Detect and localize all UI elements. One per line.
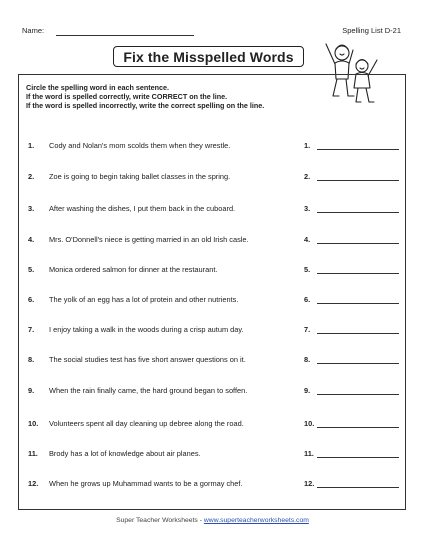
instructions — [26, 84, 264, 110]
answer-line[interactable] — [317, 457, 399, 458]
sentence-item — [18, 325, 406, 339]
item-number: 10. — [28, 419, 39, 428]
sentence-text[interactable]: The yolk of an egg has a lot of protein and other nutrients. — [49, 295, 239, 304]
sentence-text[interactable]: I enjoy taking a walk in the woods during a crisp autum day. — [49, 325, 244, 334]
item-number: 5. — [28, 265, 35, 274]
item-number: 9. — [28, 386, 35, 395]
answer-number: 10. — [304, 419, 315, 428]
instruction-line: Circle the spelling word in each sentence. — [26, 83, 169, 92]
sentence-text[interactable]: Brody has a lot of knowledge about air planes. — [49, 449, 201, 458]
item-number: 4. — [28, 235, 35, 244]
name-field-line[interactable] — [56, 35, 194, 36]
instruction-line: If the word is spelled incorrectly, write the correct spelling on the line. — [26, 100, 265, 110]
sentence-item — [18, 295, 406, 309]
item-number: 6. — [28, 295, 35, 304]
sentence-item — [18, 265, 406, 279]
answer-number: 5. — [304, 265, 311, 274]
answer-line[interactable] — [317, 394, 399, 395]
answer-number: 9. — [304, 386, 311, 395]
answer-number: 11. — [304, 449, 314, 458]
answer-number: 2. — [304, 172, 311, 181]
sentence-text[interactable]: After washing the dishes, I put them back in the cuboard. — [49, 204, 236, 213]
sentence-item — [18, 449, 406, 463]
sentence-item — [18, 204, 406, 218]
item-number: 12. — [28, 479, 39, 488]
answer-number: 6. — [304, 295, 311, 304]
item-number: 7. — [28, 325, 35, 334]
sentence-item — [18, 141, 406, 155]
worksheet-title: Fix the Misspelled Words — [113, 46, 304, 67]
name-label: Name: — [22, 26, 45, 35]
answer-number: 8. — [304, 355, 311, 364]
footer-link[interactable]: www.superteacherworksheets.com — [203, 517, 309, 524]
footer-separator: - — [197, 517, 204, 524]
answer-line[interactable] — [317, 303, 399, 304]
item-number: 11. — [28, 449, 38, 458]
sentence-item — [18, 235, 406, 249]
answer-line[interactable] — [317, 273, 399, 274]
footer-brand: Super Teacher Worksheets — [116, 517, 198, 524]
sentence-item — [18, 479, 406, 493]
answer-line[interactable] — [317, 243, 399, 244]
answer-line[interactable] — [317, 333, 399, 334]
sentence-text[interactable]: When the rain finally came, the hard ground began to soffen. — [49, 386, 248, 395]
answer-number: 3. — [304, 204, 311, 213]
sentence-text[interactable]: The social studies test has five short answer questions on it. — [49, 355, 246, 364]
answer-number: 7. — [304, 325, 311, 334]
sentence-text[interactable]: Mrs. O'Donnell's niece is getting married in an old Irish casle. — [49, 235, 249, 244]
item-number: 2. — [28, 172, 35, 181]
answer-line[interactable] — [317, 149, 399, 150]
item-number: 1. — [28, 141, 35, 150]
item-number: 3. — [28, 204, 35, 213]
instruction-line: If the word is spelled correctly, write CORRECT on the line. — [26, 91, 228, 101]
spelling-list-label: Spelling List D-21 — [342, 26, 401, 35]
footer — [0, 517, 425, 524]
sentence-item — [18, 419, 406, 433]
answer-line[interactable] — [317, 180, 399, 181]
sentence-text[interactable]: Zoe is going to begin taking ballet classes in the spring. — [49, 172, 231, 181]
answer-line[interactable] — [317, 487, 399, 488]
sentence-item — [18, 172, 406, 186]
sentence-text[interactable]: Volunteers spent all day cleaning up debree along the road. — [49, 419, 244, 428]
item-number: 8. — [28, 355, 35, 364]
worksheet-box — [18, 74, 406, 510]
answer-line[interactable] — [317, 212, 399, 213]
sentence-item — [18, 355, 406, 369]
sentence-text[interactable]: Monica ordered salmon for dinner at the restaurant. — [49, 265, 218, 274]
sentence-text[interactable]: Cody and Nolan's mom scolds them when they wrestle. — [49, 141, 231, 150]
answer-line[interactable] — [317, 363, 399, 364]
sentence-item — [18, 386, 406, 400]
answer-number: 12. — [304, 479, 315, 488]
answer-line[interactable] — [317, 427, 399, 428]
sentence-text[interactable]: When he grows up Muhammad wants to be a gormay chef. — [49, 479, 243, 488]
answer-number: 1. — [304, 141, 311, 150]
answer-number: 4. — [304, 235, 311, 244]
